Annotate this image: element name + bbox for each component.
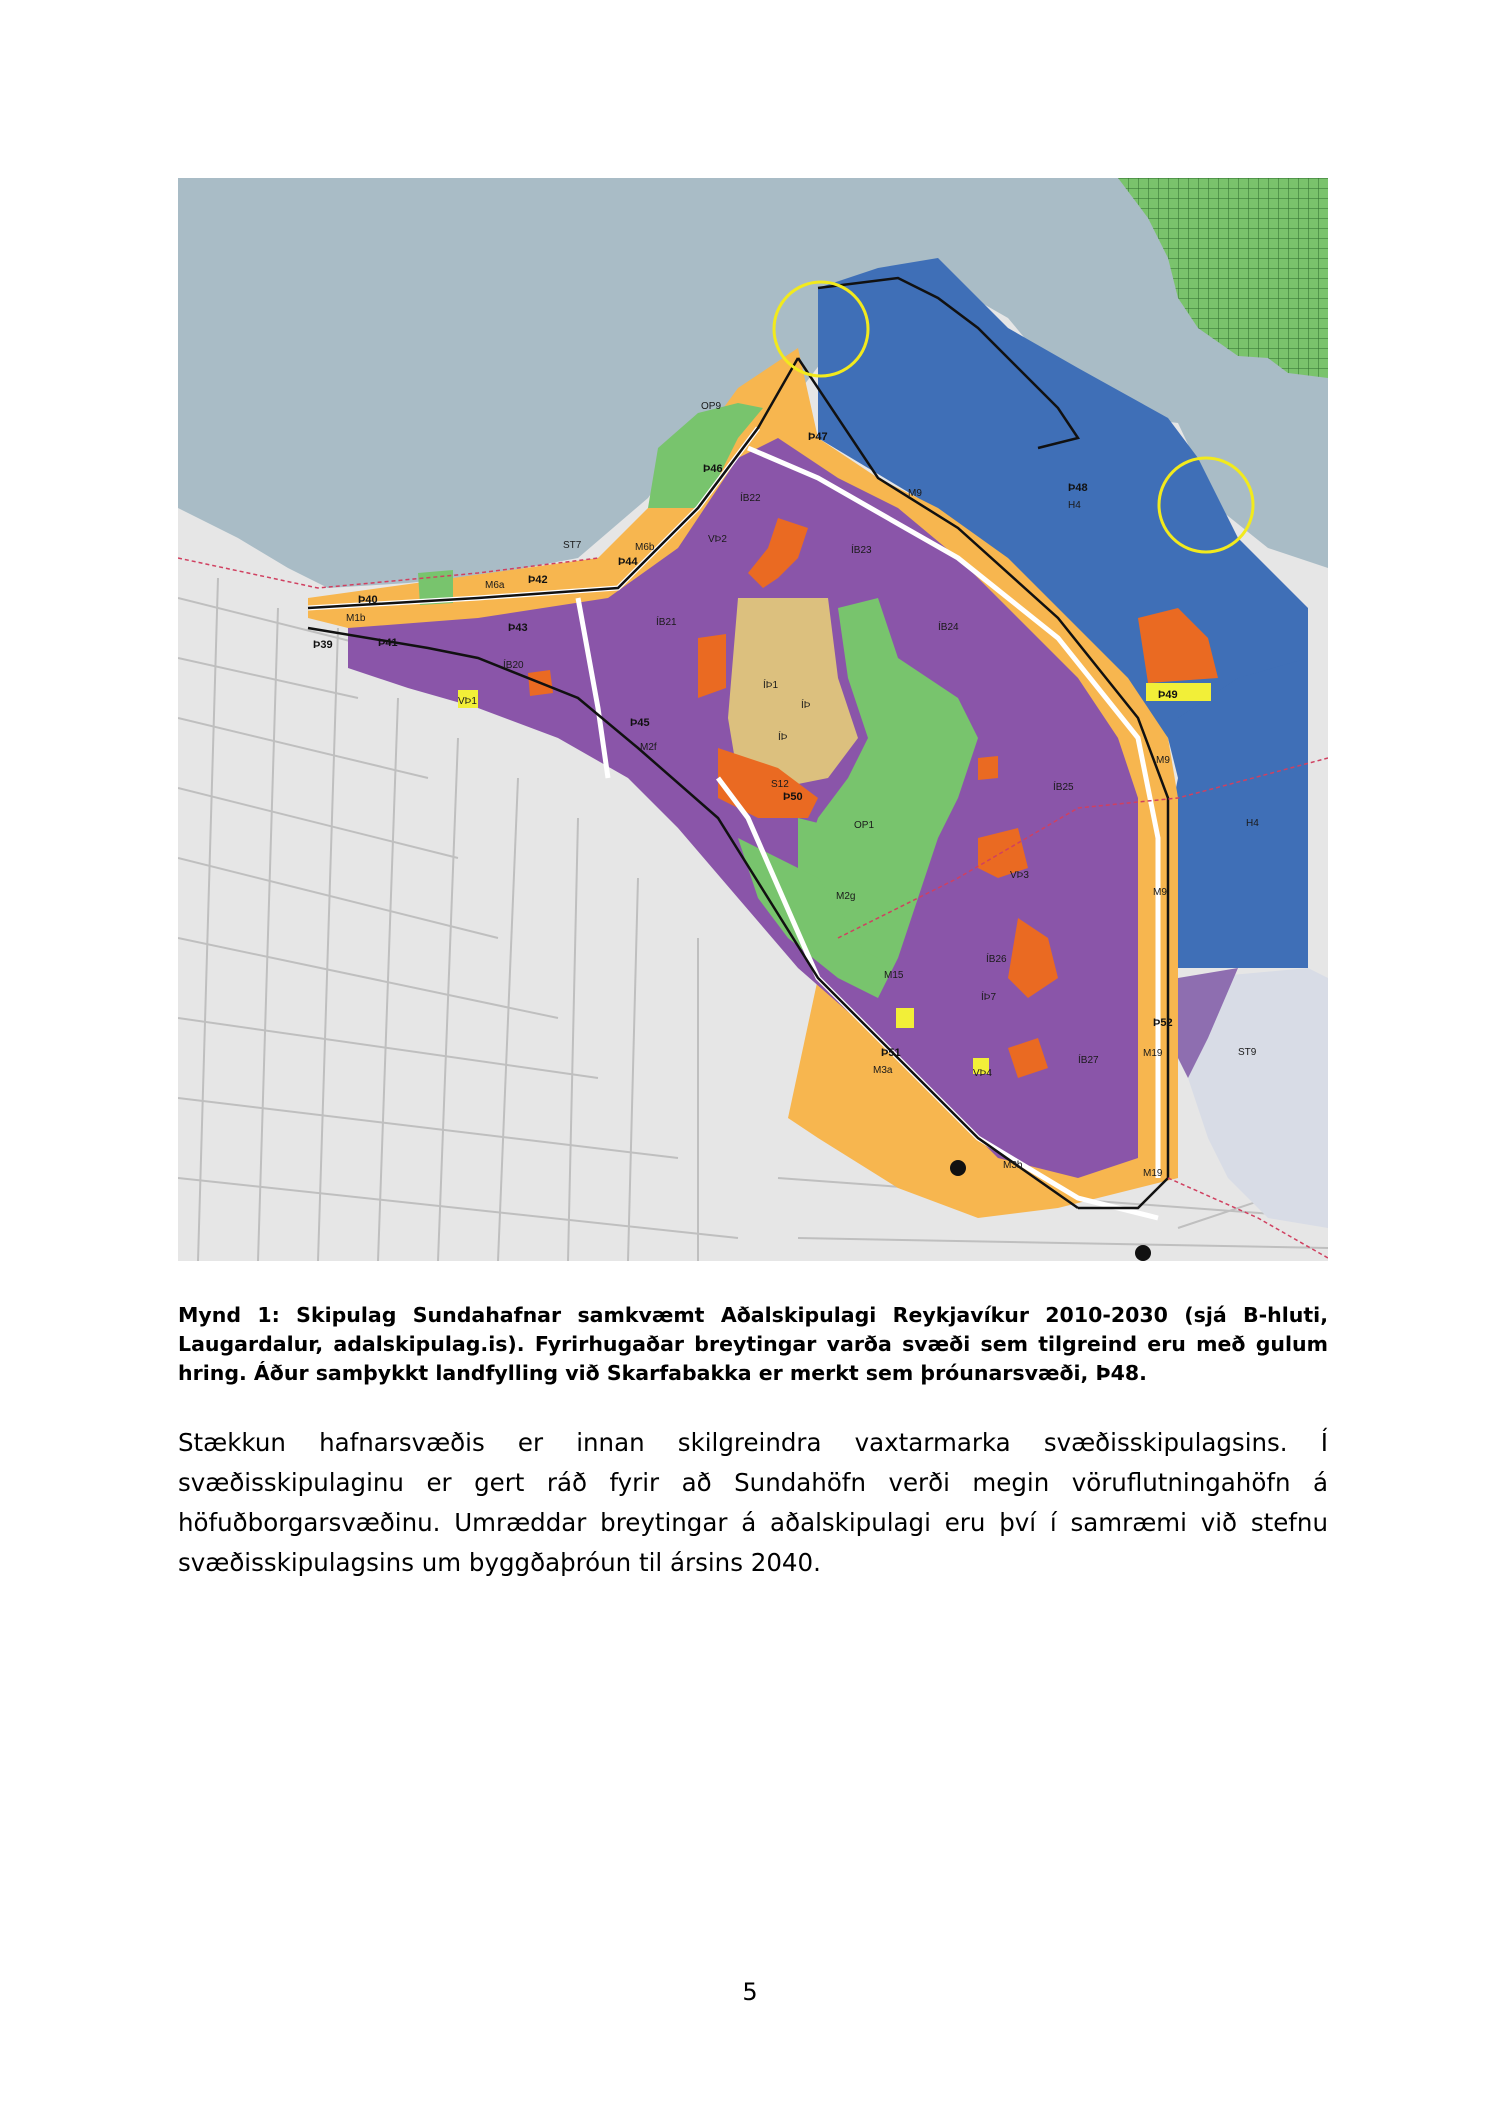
label-m6a: M6a bbox=[485, 580, 505, 591]
label-vp2: VÞ2 bbox=[708, 534, 727, 545]
label-m9a: M9 bbox=[908, 488, 922, 499]
label-p48: Þ48 bbox=[1068, 482, 1088, 494]
label-p51: Þ51 bbox=[881, 1047, 901, 1059]
label-ib27: ÍB27 bbox=[1078, 1055, 1099, 1066]
label-st7: ST7 bbox=[563, 540, 582, 551]
label-ib21: ÍB21 bbox=[656, 617, 677, 628]
label-ib22: ÍB22 bbox=[740, 493, 761, 504]
label-p43: Þ43 bbox=[508, 622, 528, 634]
label-p47: Þ47 bbox=[808, 431, 828, 443]
label-m1b: M1b bbox=[346, 613, 366, 624]
label-ib23: ÍB23 bbox=[851, 545, 872, 556]
orange-vp-east bbox=[978, 756, 998, 780]
label-m3a: M3a bbox=[873, 1065, 893, 1076]
label-m3b: M3b bbox=[1003, 1160, 1023, 1171]
label-ib20: ÍB20 bbox=[503, 660, 524, 671]
orange-ib21 bbox=[698, 634, 726, 698]
marker-dot-1 bbox=[950, 1160, 966, 1176]
label-p40: Þ40 bbox=[358, 594, 378, 606]
body-paragraph: Stækkun hafnarsvæðis er innan skilgreindra vaxtarmarka svæðisskipulagsins. Í svæðisskipulaginu er gert ráð fyrir að Sundahöfn verði megin vöruflutningahöfn á höfuðborgarsvæðinu. Umræddar breytingar á aðalskipulagi eru því í samræmi við stefnu svæðisskipulagsins um byggðaþróun til ársins 2040. bbox=[178, 1427, 1328, 1577]
label-ip1: ÍÞ1 bbox=[763, 680, 779, 691]
label-op1: OP1 bbox=[854, 820, 875, 831]
label-m19: M19 bbox=[1143, 1048, 1163, 1059]
label-vp4: VÞ4 bbox=[973, 1068, 992, 1079]
yellow-p49 bbox=[1146, 683, 1211, 701]
label-s12: S12 bbox=[771, 779, 789, 790]
yellow-m15 bbox=[896, 1008, 914, 1028]
label-ib26: ÍB26 bbox=[986, 954, 1007, 965]
label-p52: Þ52 bbox=[1153, 1017, 1173, 1029]
zoning-map bbox=[178, 178, 1328, 1261]
label-ip3: ÍÞ bbox=[778, 732, 788, 743]
page-number: 5 bbox=[742, 1978, 758, 2006]
label-p46: Þ46 bbox=[703, 463, 723, 475]
label-p41: Þ41 bbox=[378, 637, 398, 649]
label-m6b: M6b bbox=[635, 542, 655, 553]
label-m2g: M2g bbox=[836, 891, 856, 902]
label-ib24: ÍB24 bbox=[938, 622, 959, 633]
label-p50: Þ50 bbox=[783, 791, 803, 803]
zoning-map-svg bbox=[178, 178, 1328, 1261]
label-h4b: H4 bbox=[1246, 818, 1259, 829]
label-st9: ST9 bbox=[1238, 1047, 1257, 1058]
figure-caption: Mynd 1: Skipulag Sundahafnar samkvæmt Aðalskipulagi Reykjavíkur 2010-2030 (sjá B-hluti, Laugardalur, adalskipulag.is). Fyrirhugaðar breytingar varða svæði sem tilgreind eru með gulum hring. Áður samþykkt landfylling við Skarfabakka er merkt sem þróunarsvæði, Þ48. bbox=[178, 1302, 1328, 1385]
label-op9: OP9 bbox=[701, 401, 722, 412]
marker-dot-2 bbox=[1135, 1245, 1151, 1261]
label-p42: Þ42 bbox=[528, 574, 548, 586]
label-m19b: M19 bbox=[1143, 1168, 1163, 1179]
label-ip2: ÍÞ bbox=[801, 700, 811, 711]
label-p45: Þ45 bbox=[630, 717, 650, 729]
label-p39: Þ39 bbox=[313, 639, 333, 651]
label-p44: Þ44 bbox=[618, 556, 638, 568]
label-m9c: M9 bbox=[1153, 887, 1167, 898]
label-vp3: VÞ3 bbox=[1010, 870, 1029, 881]
label-m15: M15 bbox=[884, 970, 904, 981]
label-ib25: ÍB25 bbox=[1053, 782, 1074, 793]
label-h4a: H4 bbox=[1068, 500, 1081, 511]
label-m2f: M2f bbox=[640, 742, 657, 753]
label-ip7: ÍÞ7 bbox=[981, 992, 997, 1003]
label-m9b: M9 bbox=[1156, 755, 1170, 766]
label-vp1: VÞ1 bbox=[458, 696, 477, 707]
label-p49: Þ49 bbox=[1158, 689, 1178, 701]
